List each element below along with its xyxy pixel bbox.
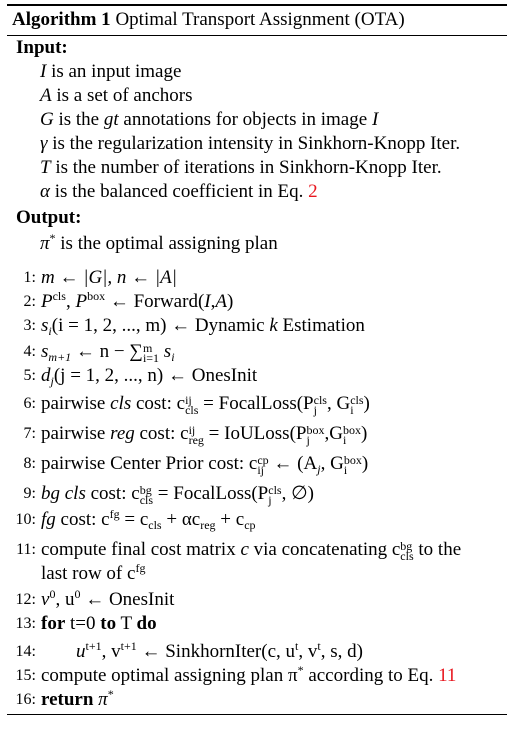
step-11-continued: last row of $c^{fg}$ (41, 561, 146, 584)
step-8: pairwise Center Prior cost: c cp ij ← ($A_j$, G box i ) (41, 453, 369, 477)
line-number: 2: (23, 293, 36, 310)
bottom-rule (7, 714, 507, 715)
step-10: fg cost: $c^{fg} = c_{cls} + \alpha c_{reg} + c_{cp}$ (41, 507, 256, 532)
algorithm-label: Algorithm 1 (12, 9, 111, 30)
step-12: $v^0$, $u^0$ ← OnesInit (41, 587, 175, 610)
output-item: π* is the optimal assigning plan (40, 231, 278, 254)
line-number: 5: (23, 367, 36, 384)
step-9: bg cls cost: c bg cls = FocalLoss(P cls j , ∅) (41, 483, 314, 507)
line-number: 8: (23, 455, 36, 472)
step-4: $s_{m+1}$ ← n − ∑ m i=1 $s_i$ (41, 341, 175, 365)
step-5: $d_j(j = 1$, 2, ..., n) ← OnesInit (41, 365, 258, 388)
caption-rule (7, 35, 507, 36)
step-16: return π* (41, 687, 114, 710)
line-number: 14: (15, 643, 36, 660)
line-number: 12: (15, 591, 36, 608)
algorithm-title: Optimal Transport Assignment (OTA) (115, 9, 405, 30)
input-item: I is an input image (40, 61, 182, 82)
line-number: 11: (16, 541, 36, 558)
line-number: 9: (23, 485, 36, 502)
line-number: 15: (15, 667, 36, 684)
input-item: γ is the regularization intensity in Sinkhorn-Knopp Iter. (40, 133, 461, 154)
line-number: 3: (23, 317, 36, 334)
input-item: A is a set of anchors (40, 85, 193, 106)
input-item: T is the number of iterations in Sinkhorn-Knopp Iter. (40, 157, 442, 178)
line-number: 10: (15, 511, 36, 528)
line-number: 6: (23, 395, 36, 412)
step-11: compute final cost matrix c via concatenating c bg cls to the (41, 539, 462, 563)
top-rule (7, 4, 507, 6)
step-2: $P^{cls}$, $P^{box}$ ← Forward(I,A) (41, 289, 234, 312)
equation-ref-link[interactable]: 11 (438, 665, 457, 686)
input-label: Input: (16, 37, 68, 58)
line-number: 13: (15, 615, 36, 632)
line-number: 1: (23, 269, 36, 286)
step-6: pairwise cls cost: c ij cls = FocalLoss(P cls j , G cls i ) (41, 393, 370, 417)
input-item: α is the balanced coefficient in Eq. 2 (40, 181, 318, 202)
line-number: 16: (15, 691, 36, 708)
output-label: Output: (16, 207, 82, 228)
line-number: 4: (23, 343, 36, 360)
equation-ref-link[interactable]: 2 (308, 181, 318, 202)
line-number: 7: (23, 425, 36, 442)
step-7: pairwise reg cost: c ij reg = IoULoss(P box j ,G box i ) (41, 423, 368, 447)
algorithm-caption (12, 7, 405, 33)
step-14: $u^{t+1}$, $v^{t+1}$ ← SinkhornIter(c, $u^t$, $v^t$, s, d) (76, 639, 363, 662)
step-13: for t=0 to T do (41, 613, 157, 634)
input-item: G is the gt annotations for objects in image I (40, 109, 379, 130)
step-1: m ← |G|, n ← |A| (41, 267, 177, 288)
step-3: $s_i(i = 1$, 2, ..., m) ← Dynamic k Estimation (41, 315, 365, 338)
step-15: compute optimal assigning plan π* according to Eq. 11 (41, 663, 457, 686)
